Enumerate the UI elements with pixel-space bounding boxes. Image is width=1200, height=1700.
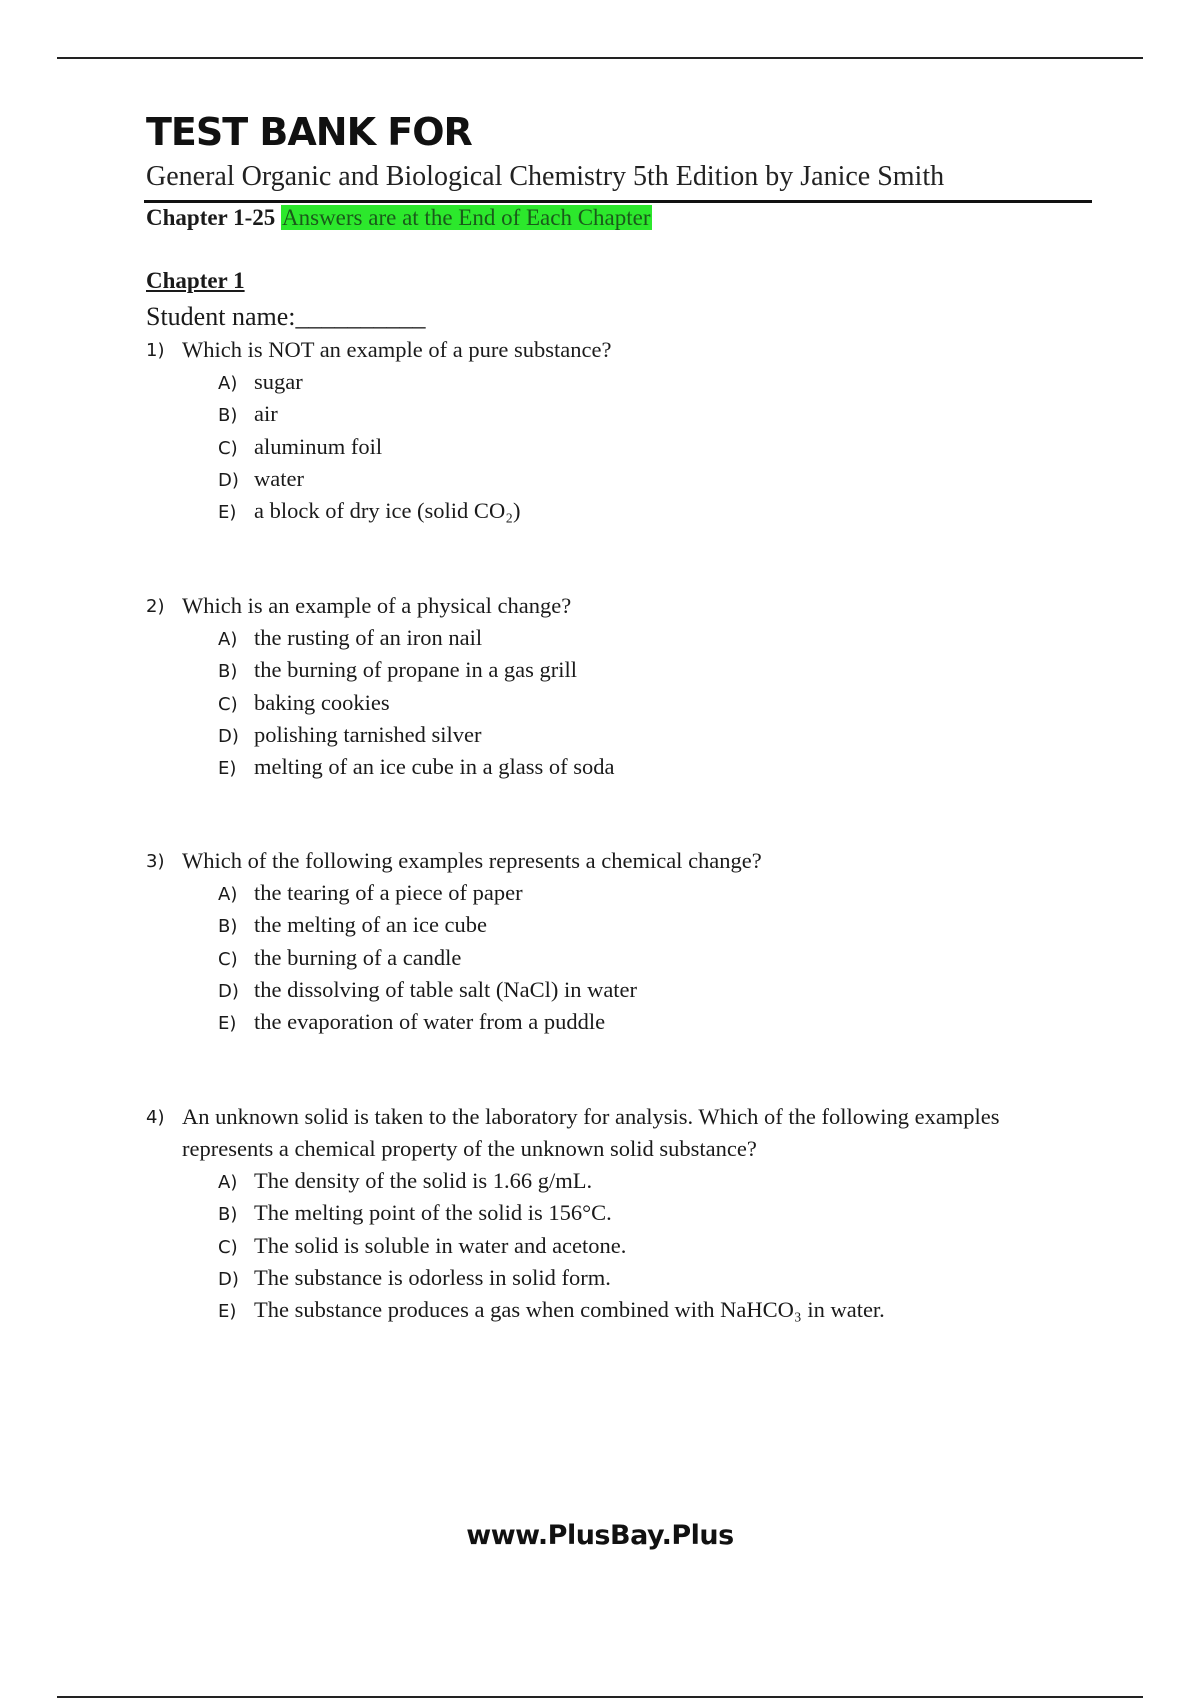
option-letter: B) bbox=[218, 1204, 238, 1226]
option-letter: A) bbox=[218, 884, 238, 905]
answer-option bbox=[146, 622, 1086, 654]
book-subtitle: General Organic and Biological Chemistry 5th Edition by Janice Smith bbox=[146, 161, 945, 192]
answer-option bbox=[146, 398, 1086, 430]
answer-option bbox=[146, 1230, 1086, 1262]
student-name-label: Student name: bbox=[146, 302, 296, 331]
question-2 bbox=[146, 590, 1086, 783]
option-letter: A) bbox=[218, 373, 238, 394]
option-letter: E) bbox=[218, 502, 237, 524]
option-letter: A) bbox=[218, 629, 238, 650]
option-text: polishing tarnished silver bbox=[254, 721, 482, 747]
answer-option bbox=[146, 751, 1086, 783]
question-text: Which is an example of a physical change? bbox=[182, 593, 572, 618]
footer-website-link[interactable]: www.PlusBay.Plus bbox=[466, 1520, 734, 1551]
answer-options bbox=[146, 622, 1086, 783]
option-text: The density of the solid is 1.66 g/mL. bbox=[254, 1168, 593, 1193]
question-text: An unknown solid is taken to the laboratory for analysis. Which of the following examples represents a chemical property of the unknown solid substance? bbox=[182, 1104, 1000, 1161]
answer-option bbox=[146, 654, 1086, 686]
option-text: the burning of propane in a gas grill bbox=[254, 657, 578, 683]
option-text: the burning of a candle bbox=[254, 944, 462, 970]
answer-option bbox=[146, 1197, 1086, 1229]
answer-option bbox=[146, 431, 1086, 463]
option-text: sugar bbox=[254, 369, 303, 394]
answer-option bbox=[146, 1262, 1086, 1294]
answer-option bbox=[146, 1006, 1086, 1038]
option-letter: B) bbox=[218, 916, 238, 938]
option-text: the rusting of an iron nail bbox=[254, 625, 483, 650]
answer-option bbox=[146, 719, 1086, 751]
question-3 bbox=[146, 845, 1086, 1038]
option-text: water bbox=[254, 465, 304, 491]
option-letter: D) bbox=[218, 725, 239, 747]
option-letter: C) bbox=[218, 948, 238, 970]
option-text: The melting point of the solid is 156°C. bbox=[254, 1200, 612, 1226]
option-text: the dissolving of table salt (NaCl) in water bbox=[254, 976, 638, 1002]
option-letter: E) bbox=[218, 1013, 237, 1035]
page-title: TEST BANK FOR bbox=[146, 110, 472, 154]
option-letter: D) bbox=[218, 1268, 239, 1290]
option-text: the tearing of a piece of paper bbox=[254, 880, 523, 905]
option-text: air bbox=[254, 401, 278, 427]
question-stem bbox=[146, 334, 1086, 366]
answer-option bbox=[146, 942, 1086, 974]
question-text: Which is NOT an example of a pure substance? bbox=[182, 337, 612, 362]
option-letter: C) bbox=[218, 693, 238, 715]
student-name-line bbox=[146, 300, 425, 334]
answer-options bbox=[146, 366, 1086, 527]
answer-option bbox=[146, 974, 1086, 1006]
bottom-divider bbox=[57, 1696, 1143, 1698]
option-letter: E) bbox=[218, 758, 237, 780]
answer-option bbox=[146, 1165, 1086, 1197]
option-letter: C) bbox=[218, 1236, 238, 1258]
option-letter: D) bbox=[218, 469, 239, 491]
option-letter: C) bbox=[218, 437, 238, 459]
chapter-range: Chapter 1-25 bbox=[146, 205, 276, 230]
top-divider bbox=[57, 57, 1143, 59]
question-number: 1) bbox=[146, 340, 165, 361]
question-number: 2) bbox=[146, 596, 165, 617]
option-letter: A) bbox=[218, 1172, 238, 1193]
answer-option bbox=[146, 877, 1086, 909]
option-text: The substance produces a gas when combined with NaHCO₃ in water. bbox=[254, 1297, 885, 1323]
option-text: The solid is soluble in water and acetone. bbox=[254, 1232, 627, 1258]
question-4 bbox=[146, 1101, 1086, 1326]
option-text: baking cookies bbox=[254, 689, 390, 715]
question-stem bbox=[146, 1101, 1086, 1165]
student-name-blank: __________ bbox=[295, 302, 426, 331]
question-number: 3) bbox=[146, 851, 165, 872]
option-text: the evaporation of water from a puddle bbox=[254, 1009, 606, 1035]
option-text: the melting of an ice cube bbox=[254, 912, 488, 938]
option-text: aluminum foil bbox=[254, 433, 383, 459]
answer-option bbox=[146, 909, 1086, 941]
option-text: a block of dry ice (solid CO₂) bbox=[254, 498, 521, 524]
option-letter: E) bbox=[218, 1301, 237, 1323]
answer-option bbox=[146, 495, 1086, 527]
option-letter: D) bbox=[218, 980, 239, 1002]
chapter-heading: Chapter 1 bbox=[146, 268, 245, 293]
chapter-range-line bbox=[146, 203, 652, 233]
question-text: Which of the following examples represents a chemical change? bbox=[182, 848, 762, 873]
answer-option bbox=[146, 463, 1086, 495]
answer-option bbox=[146, 1294, 1086, 1326]
answer-option bbox=[146, 366, 1086, 398]
question-stem bbox=[146, 590, 1086, 622]
option-text: melting of an ice cube in a glass of soda bbox=[254, 754, 615, 780]
answer-option bbox=[146, 687, 1086, 719]
option-letter: B) bbox=[218, 405, 238, 427]
question-1 bbox=[146, 334, 1086, 527]
answers-note-highlight: Answers are at the End of Each Chapter bbox=[282, 205, 651, 230]
question-number: 4) bbox=[146, 1107, 165, 1128]
option-letter: B) bbox=[218, 661, 238, 683]
option-text: The substance is odorless in solid form. bbox=[254, 1264, 611, 1290]
answer-options bbox=[146, 877, 1086, 1038]
answer-options bbox=[146, 1165, 1086, 1326]
question-stem bbox=[146, 845, 1086, 877]
